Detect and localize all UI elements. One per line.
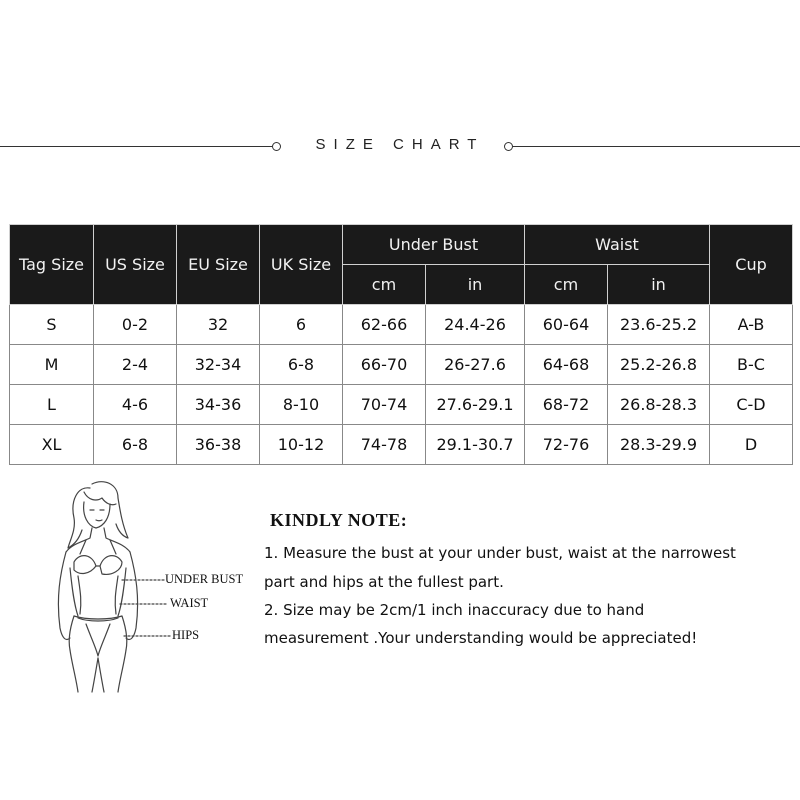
under-bust-label: UNDER BUST bbox=[165, 572, 244, 586]
table-row bbox=[10, 385, 793, 425]
table-cell: 70-74 bbox=[343, 385, 426, 425]
header-waist-cm: cm bbox=[525, 265, 608, 305]
table-cell: 28.3-29.9 bbox=[608, 425, 710, 465]
table-row bbox=[10, 345, 793, 385]
table-cell: 26.8-28.3 bbox=[608, 385, 710, 425]
header-under-bust-cm: cm bbox=[343, 265, 426, 305]
page-title: SIZE CHART bbox=[315, 136, 485, 153]
table-row bbox=[10, 305, 793, 345]
table-cell: 24.4-26 bbox=[426, 305, 525, 345]
header-under-bust-in: in bbox=[426, 265, 525, 305]
note-line: measurement .Your understanding would be appreciated! bbox=[264, 629, 698, 647]
table-cell: B-C bbox=[710, 345, 793, 385]
table-cell: 2-4 bbox=[94, 345, 177, 385]
table-cell: 72-76 bbox=[525, 425, 608, 465]
header-tag-size: Tag Size bbox=[10, 225, 94, 305]
table-cell: M bbox=[10, 345, 94, 385]
table-cell: 25.2-26.8 bbox=[608, 345, 710, 385]
table-cell: 4-6 bbox=[94, 385, 177, 425]
table-cell: C-D bbox=[710, 385, 793, 425]
table-cell: 6 bbox=[260, 305, 343, 345]
table-cell: 26-27.6 bbox=[426, 345, 525, 385]
table-cell: D bbox=[710, 425, 793, 465]
table-cell: 32-34 bbox=[177, 345, 260, 385]
waist-label: WAIST bbox=[170, 596, 209, 610]
table-cell: 62-66 bbox=[343, 305, 426, 345]
table-cell: 34-36 bbox=[177, 385, 260, 425]
header-cup: Cup bbox=[710, 225, 793, 305]
header-us-size: US Size bbox=[94, 225, 177, 305]
table-cell: 64-68 bbox=[525, 345, 608, 385]
table-cell: 29.1-30.7 bbox=[426, 425, 525, 465]
note-title: KINDLY NOTE: bbox=[270, 510, 408, 530]
table-cell: 68-72 bbox=[525, 385, 608, 425]
header-waist: Waist bbox=[525, 225, 710, 265]
table-cell: 8-10 bbox=[260, 385, 343, 425]
header-eu-size: EU Size bbox=[177, 225, 260, 305]
table-cell: 6-8 bbox=[94, 425, 177, 465]
table-cell: 6-8 bbox=[260, 345, 343, 385]
hips-label: HIPS bbox=[172, 628, 200, 642]
note-line: 1. Measure the bust at your under bust, waist at the narrowest bbox=[264, 544, 736, 562]
table-cell: XL bbox=[10, 425, 94, 465]
table-cell: L bbox=[10, 385, 94, 425]
note-line: part and hips at the fullest part. bbox=[264, 573, 504, 591]
table-cell: 27.6-29.1 bbox=[426, 385, 525, 425]
size-table bbox=[9, 224, 793, 465]
size-chart-header bbox=[0, 136, 800, 160]
table-cell: 36-38 bbox=[177, 425, 260, 465]
table-row bbox=[10, 425, 793, 465]
header-waist-in: in bbox=[608, 265, 710, 305]
header-uk-size: UK Size bbox=[260, 225, 343, 305]
table-cell: 60-64 bbox=[525, 305, 608, 345]
table-cell: 23.6-25.2 bbox=[608, 305, 710, 345]
table-cell: 0-2 bbox=[94, 305, 177, 345]
header-under-bust: Under Bust bbox=[343, 225, 525, 265]
header-rule-right bbox=[512, 146, 800, 147]
table-cell: 66-70 bbox=[343, 345, 426, 385]
table-cell: 10-12 bbox=[260, 425, 343, 465]
note-line: 2. Size may be 2cm/1 inch inaccuracy due to hand bbox=[264, 601, 645, 619]
header-rule-left bbox=[0, 146, 272, 147]
table-cell: 74-78 bbox=[343, 425, 426, 465]
measurement-figure bbox=[30, 478, 260, 693]
table-cell: 32 bbox=[177, 305, 260, 345]
header-rule-dot-left bbox=[272, 142, 281, 151]
table-cell: A-B bbox=[710, 305, 793, 345]
table-cell: S bbox=[10, 305, 94, 345]
